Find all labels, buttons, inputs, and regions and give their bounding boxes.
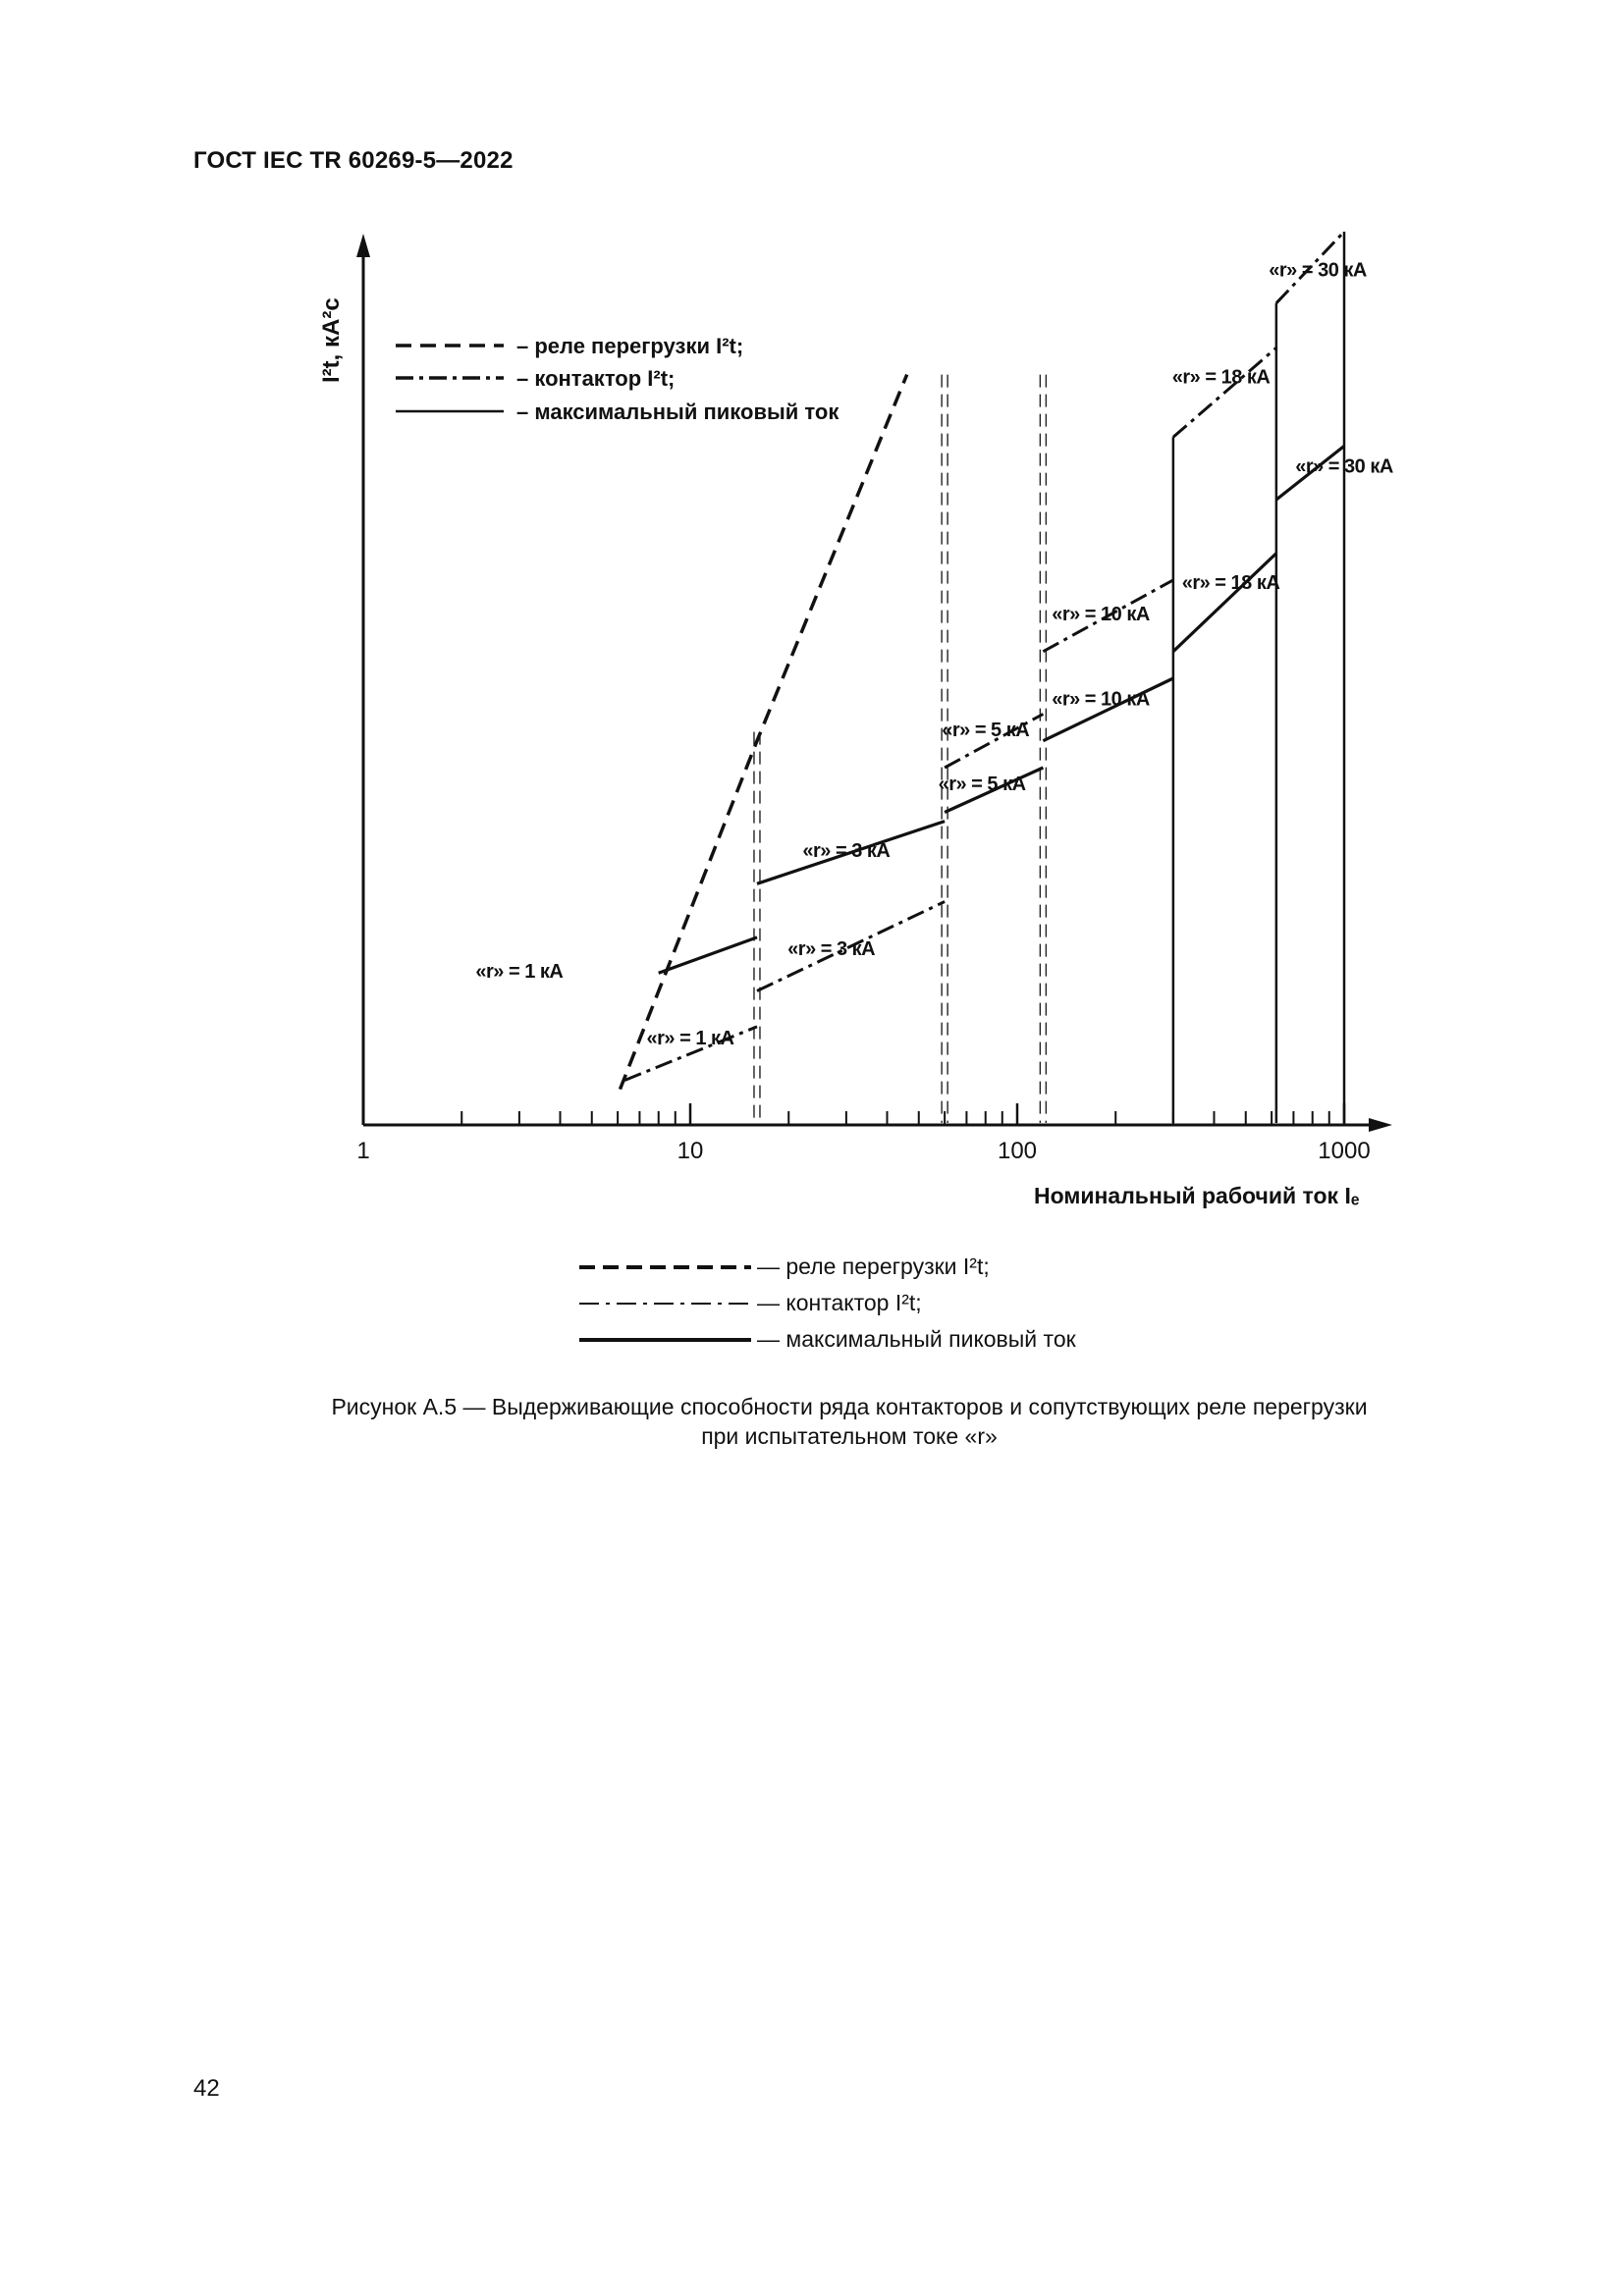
x-axis-tick-labels: [356, 1138, 1370, 1164]
x-axis-arrow: [1369, 1118, 1392, 1132]
bottom-legend-row-dashed: [579, 1249, 1076, 1285]
bottom-legend-dashdot-text: — контактор I²t;: [757, 1290, 922, 1315]
series-dashdot: [1173, 347, 1276, 437]
y-axis-arrow: [356, 234, 370, 257]
inner-legend-dashed-text: – реле перегрузки I²t;: [516, 334, 744, 358]
annotation-label: «r» = 18 кА: [1181, 572, 1280, 594]
document-header: ГОСТ IEC TR 60269-5—2022: [193, 147, 514, 174]
figure-caption: [196, 1392, 1502, 1451]
annotation-label: «r» = 10 кА: [1052, 603, 1150, 625]
x-tick-label: 1000: [1318, 1138, 1371, 1164]
bottom-legend-dashed-swatch: [579, 1262, 751, 1272]
bottom-legend-solid-swatch: [579, 1335, 751, 1345]
annotation-label: «r» = 3 кА: [802, 840, 891, 862]
annotation-label: «r» = 30 кА: [1295, 455, 1393, 478]
bottom-legend-solid-text: — максимальный пиковый ток: [757, 1326, 1076, 1352]
inner-legend: [396, 334, 839, 424]
x-tick-label: 1: [356, 1138, 370, 1164]
annotation-label: «r» = 30 кА: [1269, 259, 1367, 282]
bottom-legend: [579, 1249, 1076, 1358]
figure-caption-line1: Рисунок А.5 — Выдерживающие способности ряда контакторов и сопутствующих реле перегрузки: [331, 1394, 1368, 1419]
bottom-legend-dashdot-swatch: [579, 1299, 751, 1308]
figure-caption-line2: при испытательном токе «r»: [701, 1423, 998, 1449]
bottom-legend-dashed-text: — реле перегрузки I²t;: [757, 1254, 990, 1279]
bottom-legend-row-dashdot: [579, 1285, 1076, 1321]
annotation-label: «r» = 1 кА: [475, 960, 564, 983]
series-lines: [621, 232, 1345, 1090]
series-solid: [1173, 554, 1276, 652]
annotation-label: «r» = 5 кА: [942, 720, 1030, 742]
annotation-label: «r» = 3 кА: [787, 938, 876, 961]
x-axis-label: Номинальный рабочий ток Iₑ: [1034, 1183, 1360, 1208]
annotation-label: «r» = 10 кА: [1052, 688, 1150, 711]
x-axis-ticks: [363, 1103, 1344, 1125]
bottom-legend-row-solid: [579, 1321, 1076, 1358]
series-dashed: [621, 375, 907, 1090]
annotation-label: «r» = 5 кА: [938, 773, 1026, 795]
inner-legend-solid-text: – максимальный пиковый ток: [516, 400, 839, 424]
page-number: 42: [193, 2075, 220, 2102]
annotation-label: «r» = 18 кА: [1171, 366, 1271, 389]
inner-legend-dashdot-text: – контактор I²t;: [516, 366, 676, 391]
series-solid: [659, 937, 757, 973]
y-axis-label: I²t, кА²с: [318, 297, 345, 383]
x-tick-label: 10: [677, 1138, 704, 1164]
annotation-label: «r» = 1 кА: [646, 1028, 734, 1050]
x-tick-label: 100: [997, 1138, 1038, 1164]
